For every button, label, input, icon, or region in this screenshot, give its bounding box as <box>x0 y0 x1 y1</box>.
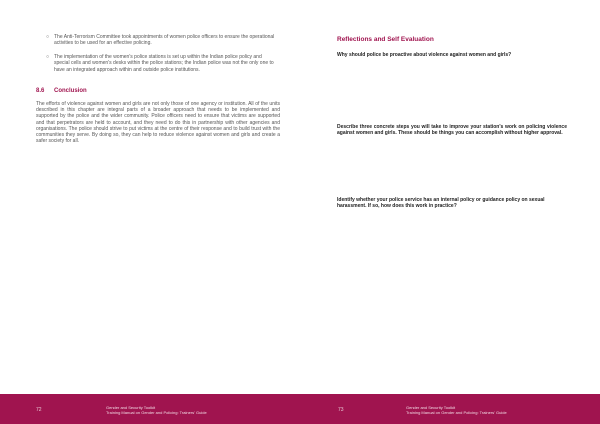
conclusion-paragraph: The efforts of violence against women and girls are not only those of one agency or institution. All of the units described in this chapter are integral parts of a broader approach that needs to be implemented and supported by the police and the wider community. Police officers need to ensure that victims are supported and that perpetrators are held to account, and they need to do this in partnership with other agencies and organisations. The police should strive to put victims at the centre of their response and to build trust with the communities they serve. By doing so, they can help to reduce violence against women and girls and create a safer society for all. <box>36 101 280 145</box>
footer-title-line2: Training Manual on Gender and Policing: Trainers' Guide <box>406 410 507 415</box>
footer-title-line2: Training Manual on Gender and Policing: Trainers' Guide <box>106 410 207 415</box>
page-number-left: 72 <box>36 407 42 413</box>
bullet-icon: ○ <box>46 34 50 40</box>
footer-left <box>0 394 300 424</box>
bullet-icon: ○ <box>46 53 50 60</box>
reflections-heading: Reflections and Self Evaluation <box>337 36 434 43</box>
section-heading <box>36 88 87 94</box>
section-number: 8.6 <box>36 88 45 94</box>
reflection-question: Why should police be proactive about violence against women and girls? <box>337 52 512 58</box>
bullet-item <box>46 34 278 47</box>
footer-title-left <box>106 405 256 415</box>
section-title: Conclusion <box>54 88 87 94</box>
bullet-list <box>46 34 278 80</box>
bullet-text: The implementation of the women's police stations is set up within the Indian police policy and special cells and women's desks within the police stations; the Indian police was not the only one to have an integrated approach within and outside police institutions. <box>54 53 274 73</box>
right-page <box>300 0 600 424</box>
page-number-right: 73 <box>338 407 344 413</box>
bullet-text: The Anti-Terrorism Committee took appointments of women police officers to ensure the operational activities to be used for an effective policing. <box>54 34 275 47</box>
reflection-question: Identify whether your police service has an internal policy or guidance policy on sexual harassment. If so, how does this work in practice? <box>337 197 545 210</box>
footer-title-line1: Gender and Security Toolkit <box>106 405 156 410</box>
bullet-item <box>46 54 278 73</box>
footer-title-line1: Gender and Security Toolkit <box>406 405 456 410</box>
reflection-question: Describe three concrete steps you will take to improve your station's work on policing violence against women and girls. These should be things you can accomplish without higher approval. <box>337 124 567 137</box>
footer-band <box>0 394 600 424</box>
footer-right <box>300 394 600 424</box>
footer-title-right <box>406 405 556 415</box>
